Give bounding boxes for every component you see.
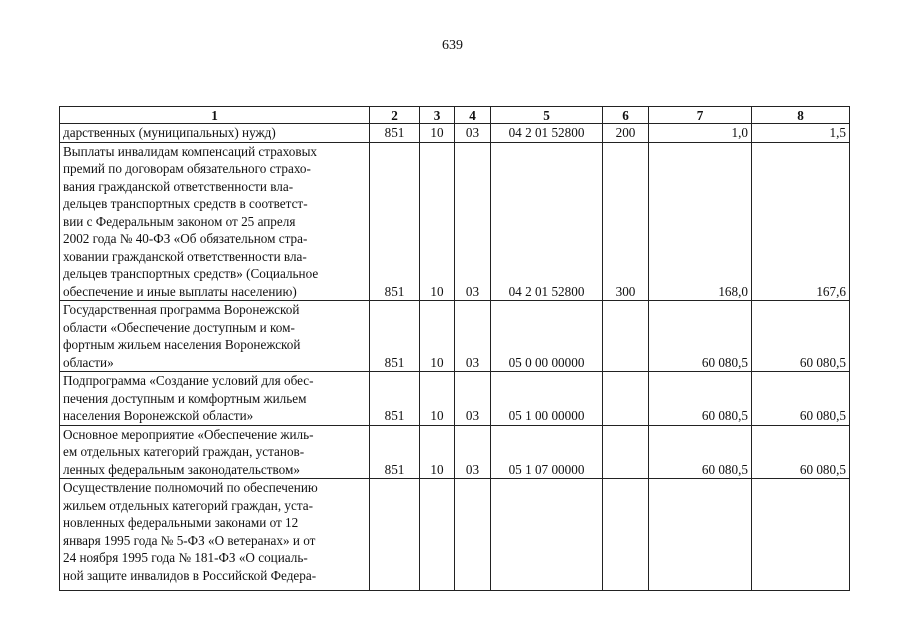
cell-subsection: 03 bbox=[455, 425, 491, 479]
description-line: области» bbox=[63, 354, 114, 370]
header-col-3: 3 bbox=[420, 107, 455, 124]
cell-target-article: 04 2 01 52800 bbox=[491, 142, 603, 301]
header-col-2: 2 bbox=[370, 107, 420, 124]
table-row bbox=[60, 124, 850, 143]
cell-amount-year-1 bbox=[649, 479, 752, 591]
cell-section: 10 bbox=[420, 301, 455, 372]
cell-amount-year-1: 1,0 bbox=[649, 124, 752, 143]
cell-target-article bbox=[491, 479, 603, 591]
cell-admin-code: 851 bbox=[370, 372, 420, 426]
cell-amount-year-1: 168,0 bbox=[649, 142, 752, 301]
cell-subsection: 03 bbox=[455, 372, 491, 426]
cell-section bbox=[420, 479, 455, 591]
table-row bbox=[60, 425, 850, 479]
cell-expense-type: 300 bbox=[603, 142, 649, 301]
cell-section: 10 bbox=[420, 372, 455, 426]
cell-description bbox=[60, 124, 370, 143]
cell-expense-type bbox=[603, 372, 649, 426]
cell-amount-year-1: 60 080,5 bbox=[649, 372, 752, 426]
header-col-5: 5 bbox=[491, 107, 603, 124]
description-line: новленных федеральными законами от 12 bbox=[63, 515, 299, 530]
description-line: ленных федеральным законодательством» bbox=[63, 461, 300, 477]
cell-section: 10 bbox=[420, 425, 455, 479]
cell-admin-code: 851 bbox=[370, 124, 420, 143]
cell-amount-year-2 bbox=[752, 479, 850, 591]
description-line: Выплаты инвалидам компенсаций страховых bbox=[63, 143, 318, 159]
cell-amount-year-2: 1,5 bbox=[752, 124, 850, 143]
cell-target-article: 05 1 00 00000 bbox=[491, 372, 603, 426]
description-line: Осуществление полномочий по обеспечению bbox=[63, 480, 318, 495]
cell-description bbox=[60, 142, 370, 301]
description-line: обеспечение и иные выплаты населению) bbox=[63, 283, 297, 299]
budget-table bbox=[59, 106, 850, 591]
cell-subsection: 03 bbox=[455, 124, 491, 143]
description-line: ховании гражданской ответственности вла- bbox=[63, 248, 307, 264]
description-line: дельцев транспортных средств» (Социальное bbox=[63, 266, 319, 281]
description-line: премий по договорам обязательного страхо- bbox=[63, 161, 311, 176]
table-row bbox=[60, 479, 850, 591]
header-col-8: 8 bbox=[752, 107, 850, 124]
description-line: 24 ноября 1995 года № 181-ФЗ «О социаль- bbox=[63, 550, 308, 565]
cell-expense-type: 200 bbox=[603, 124, 649, 143]
cell-description bbox=[60, 372, 370, 426]
description-line: Основное мероприятие «Обеспечение жиль- bbox=[63, 426, 314, 442]
cell-description bbox=[60, 425, 370, 479]
cell-subsection bbox=[455, 479, 491, 591]
description-line: 2002 года № 40-ФЗ «Об обязательном стра- bbox=[63, 231, 308, 246]
description-line: жильем отдельных категорий граждан, уста- bbox=[63, 497, 314, 513]
description-line: печения доступным и комфортным жильем bbox=[63, 390, 307, 406]
description-line: Государственная программа Воронежской bbox=[63, 302, 300, 317]
cell-admin-code: 851 bbox=[370, 142, 420, 301]
table-row bbox=[60, 372, 850, 426]
header-col-7: 7 bbox=[649, 107, 752, 124]
cell-amount-year-2: 60 080,5 bbox=[752, 372, 850, 426]
cell-subsection: 03 bbox=[455, 301, 491, 372]
description-line: вания гражданской ответственности вла- bbox=[63, 178, 294, 194]
description-line: ной защите инвалидов в Российской Федера- bbox=[63, 567, 317, 583]
description-line: января 1995 года № 5-ФЗ «О ветеранах» и от bbox=[63, 532, 316, 548]
cell-admin-code: 851 bbox=[370, 425, 420, 479]
description-line: вии с Федеральным законом от 25 апреля bbox=[63, 213, 296, 229]
table-row bbox=[60, 142, 850, 301]
cell-amount-year-1: 60 080,5 bbox=[649, 301, 752, 372]
cell-amount-year-2: 60 080,5 bbox=[752, 425, 850, 479]
cell-target-article: 05 1 07 00000 bbox=[491, 425, 603, 479]
description-line: дельцев транспортных средств в соответст- bbox=[63, 196, 308, 211]
cell-subsection: 03 bbox=[455, 142, 491, 301]
header-col-4: 4 bbox=[455, 107, 491, 124]
cell-section: 10 bbox=[420, 124, 455, 143]
cell-section: 10 bbox=[420, 142, 455, 301]
description-line: ем отдельных категорий граждан, установ- bbox=[63, 444, 305, 459]
table-header-row bbox=[60, 107, 850, 124]
description-line: Подпрограмма «Создание условий для обес- bbox=[63, 373, 314, 388]
cell-description bbox=[60, 301, 370, 372]
description-line: фортным жильем населения Воронежской bbox=[63, 337, 301, 352]
header-col-6: 6 bbox=[603, 107, 649, 124]
description-line: области «Обеспечение доступным и ком- bbox=[63, 319, 295, 335]
page-number: 639 bbox=[442, 38, 463, 53]
header-col-1: 1 bbox=[60, 107, 370, 124]
cell-admin-code bbox=[370, 479, 420, 591]
cell-expense-type bbox=[603, 301, 649, 372]
cell-description bbox=[60, 479, 370, 591]
cell-target-article: 04 2 01 52800 bbox=[491, 124, 603, 143]
cell-amount-year-1: 60 080,5 bbox=[649, 425, 752, 479]
description-line: населения Воронежской области» bbox=[63, 408, 254, 423]
cell-target-article: 05 0 00 00000 bbox=[491, 301, 603, 372]
cell-expense-type bbox=[603, 479, 649, 591]
cell-admin-code: 851 bbox=[370, 301, 420, 372]
description-line: дарственных (муниципальных) нужд) bbox=[63, 125, 276, 140]
cell-expense-type bbox=[603, 425, 649, 479]
cell-amount-year-2: 167,6 bbox=[752, 142, 850, 301]
cell-amount-year-2: 60 080,5 bbox=[752, 301, 850, 372]
table-row bbox=[60, 301, 850, 372]
